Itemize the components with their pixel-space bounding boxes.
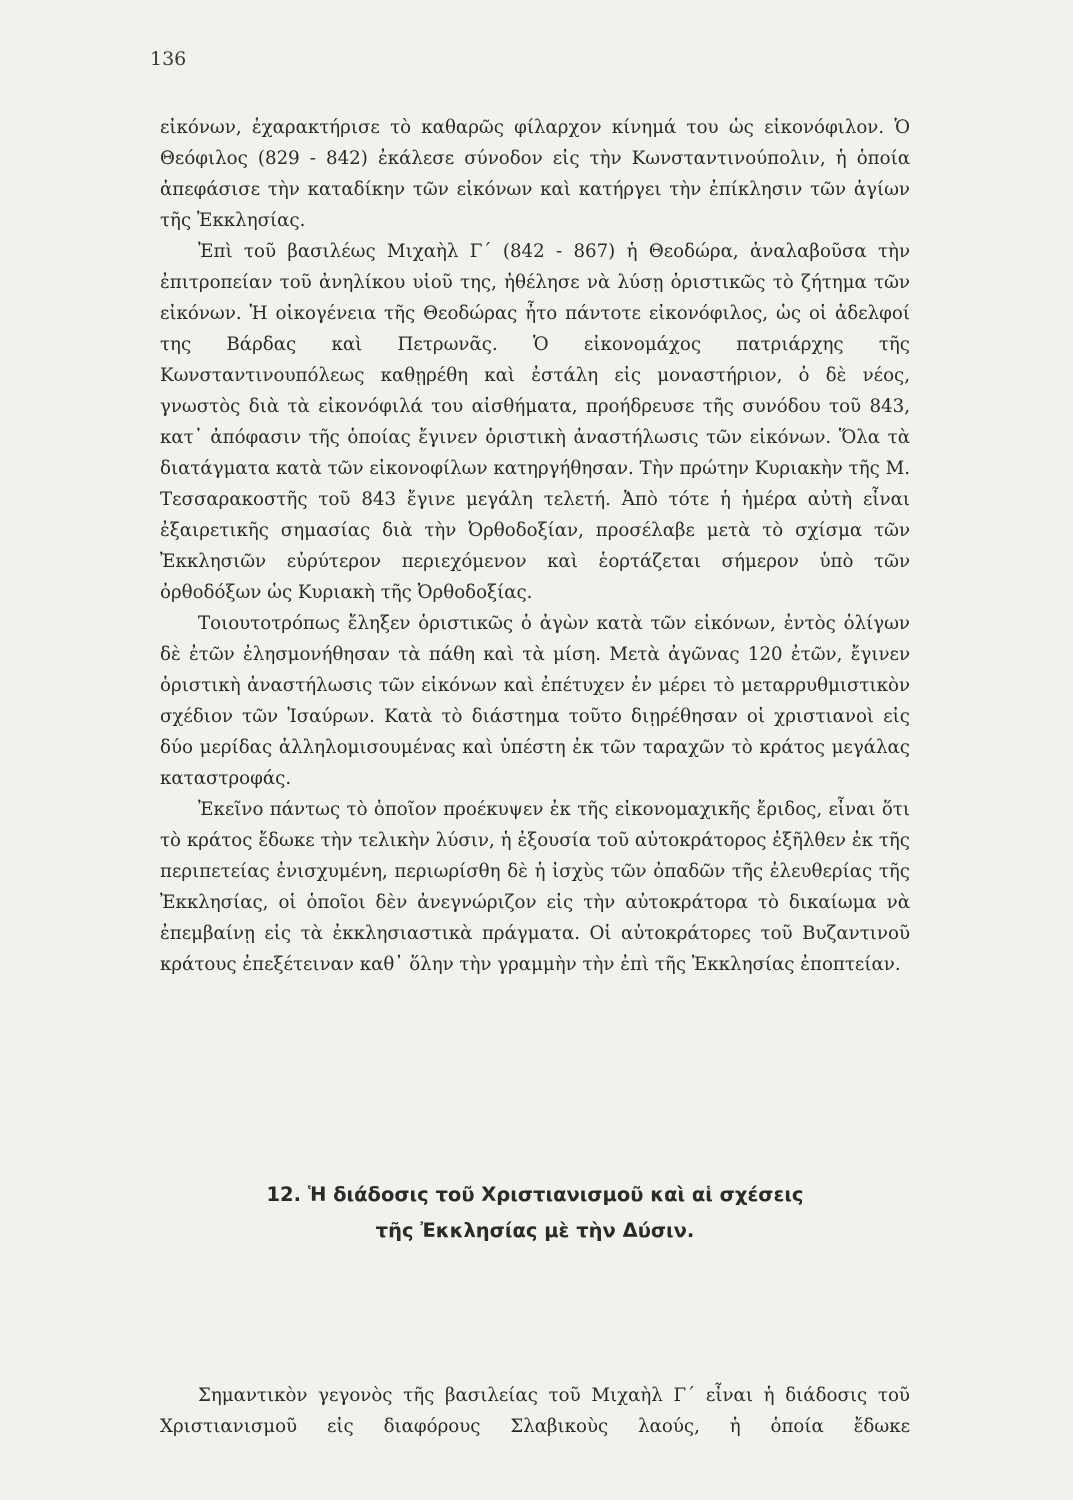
section-body-text [160,1380,910,1442]
body-text [160,112,910,980]
page-number: 136 [150,48,187,70]
paragraph-2: Ἐπὶ τοῦ βασιλέως Μιχαὴλ Γ΄ (842 - 867) ἡ Θεοδώρα, ἀναλαβοῦσα τὴν ἐπιτροπείαν τοῦ ἀνηλίκου υἱοῦ της, ἠθέλησε νὰ λύσῃ ὁριστικῶς τὸ ζήτημα τῶν εἰκόνων. Ἡ οἰκογένεια τῆς Θεοδώρας ἦτο πάντοτε εἰκονόφιλος, ὡς οἱ ἀδελφοί της Βάρδας καὶ Πετρωνᾶς. Ὁ εἰκονομάχος πατριάρχης τῆς Κωνσταντινουπόλεως καθῃρέθη καὶ ἐστάλη εἰς μοναστήριον, ὁ δὲ νέος, γνωστὸς διὰ τὰ εἰκονόφιλά του αἰσθήματα, προήδρευσε τῆς συνόδου τοῦ 843, κατ᾽ ἀπόφασιν τῆς ὁποίας ἔγινεν ὁριστικὴ ἀναστήλωσις τῶν εἰκόνων. Ὅλα τὰ διατάγματα κατὰ τῶν εἰκονοφίλων κατηργήθησαν. Τὴν πρώτην Κυριακὴν τῆς Μ. Τεσσαρακοστῆς τοῦ 843 ἔγινε μεγάλη τελετή. Ἀπὸ τότε ἡ ἡμέρα αὐτὴ εἶναι ἐξαιρετικῆς σημασίας διὰ τὴν Ὀρθοδοξίαν, προσέλαβε μετὰ τὸ σχίσμα τῶν Ἐκκλησιῶν εὐρύτερον περιεχόμενον καὶ ἑορτάζεται σήμερον ὑπὸ τῶν ὀρθοδόξων ὡς Κυριακὴ τῆς Ὀρθοδοξίας. [160,241,910,603]
paragraph-3: Τοιουτοτρόπως ἔληξεν ὁριστικῶς ὁ ἀγὼν κατὰ τῶν εἰκόνων, ἐντὸς ὀλίγων δὲ ἐτῶν ἐλησμονήθησαν τὰ πάθη καὶ τὰ μίση. Μετὰ ἀγῶνας 120 ἐτῶν, ἔγινεν ὁριστικὴ ἀναστήλωσις τῶν εἰκόνων καὶ ἐπέτυχεν ἐν μέρει τὸ μεταρρυθμιστικὸν σχέδιον τῶν Ἰσαύρων. Κατὰ τὸ διάστημα τοῦτο διῃρέθησαν οἱ χριστιανοὶ εἰς δύο μερίδας ἀλληλομισουμένας καὶ ὑπέστη ἐκ τῶν ταραχῶν τὸ κράτος μεγάλας καταστροφάς. [160,613,910,789]
section-heading-line-1: 12. Ἡ διάδοσις τοῦ Χριστιανισμοῦ καὶ αἱ σχέσεις [266,1183,804,1206]
paragraph-5: Σημαντικὸν γεγονὸς τῆς βασιλείας τοῦ Μιχαὴλ Γ΄ εἶναι ἡ διάδοσις τοῦ Χριστιανισμοῦ εἰς διαφόρους Σλαβικοὺς λαούς, ἡ ὁποία ἔδωκε [160,1385,910,1437]
paragraph-1: εἰκόνων, ἐχαρακτήρισε τὸ καθαρῶς φίλαρχον κίνημά του ὡς εἰκονόφιλον. Ὁ Θεόφιλος (829 - 842) ἐκάλεσε σύνοδον εἰς τὴν Κωνσταντινούπολιν, ἡ ὁποία ἀπεφάσισε τὴν καταδίκην τῶν εἰκόνων καὶ κατήργει τὴν ἐπίκλησιν τῶν ἁγίων τῆς Ἐκκλησίας. [160,117,910,231]
section-heading [160,1177,910,1249]
section-heading-line-2: τῆς Ἐκκλησίας μὲ τὴν Δύσιν. [375,1219,695,1242]
paragraph-4: Ἐκεῖνο πάντως τὸ ὁποῖον προέκυψεν ἐκ τῆς εἰκονομαχικῆς ἔριδος, εἶναι ὅτι τὸ κράτος ἔδωκε τὴν τελικὴν λύσιν, ἡ ἐξουσία τοῦ αὐτοκράτορος ἐξῆλθεν ἐκ τῆς περιπετείας ἐνισχυμένη, περιωρίσθη δὲ ἡ ἰσχὺς τῶν ὀπαδῶν τῆς ἐλευθερίας τῆς Ἐκκλησίας, οἱ ὁποῖοι δὲν ἀνεγνώριζον εἰς τὴν αὐτοκράτορα τὸ δικαίωμα νὰ ἐπεμβαίνῃ εἰς τὰ ἐκκλησιαστικὰ πράγματα. Οἱ αὐτοκράτορες τοῦ Βυζαντινοῦ κράτους ἐπεξέτειναν καθ᾽ ὅλην τὴν γραμμὴν τὴν ἐπὶ τῆς Ἐκκλησίας ἐποπτείαν. [160,799,910,975]
